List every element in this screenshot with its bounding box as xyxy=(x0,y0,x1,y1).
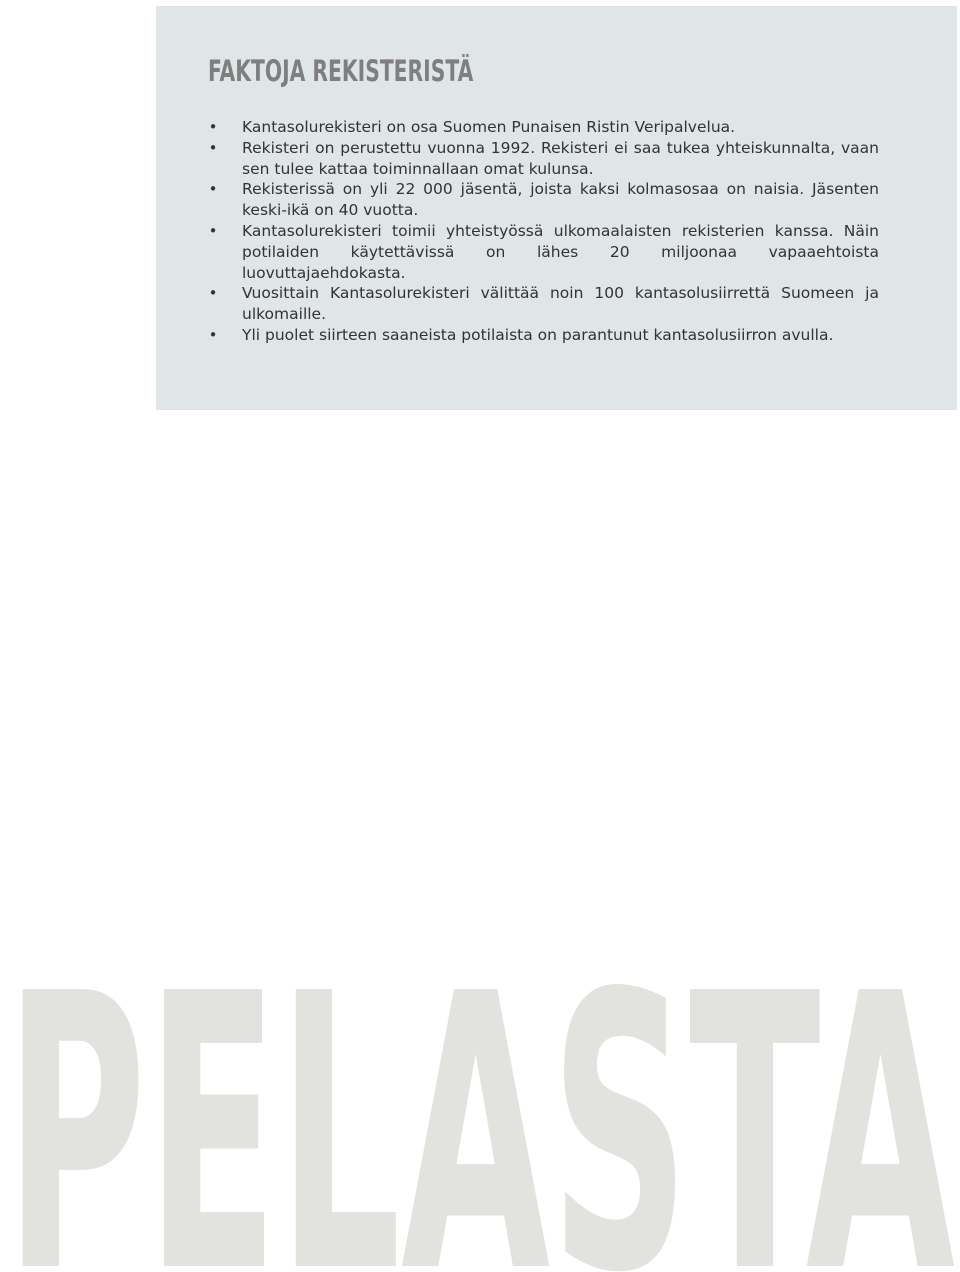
facts-list xyxy=(208,117,879,346)
fact-item xyxy=(208,138,879,180)
fact-item xyxy=(208,283,879,325)
fact-text: Yli puolet siirteen saaneista potilaista on parantunut kantasolusiirron avulla. xyxy=(242,325,834,344)
fact-text: Rekisterissä on yli 22 000 jäsentä, joista kaksi kolmasosaa on naisia. Jäsenten keski-ikä on 40 vuotta. xyxy=(242,180,879,220)
facts-title: FAKTOJA REKISTERISTÄ xyxy=(208,54,474,88)
fact-item xyxy=(208,325,879,346)
bullet-icon: • xyxy=(208,138,218,157)
bullet-icon: • xyxy=(208,325,218,344)
wordmark-text: PELASTA xyxy=(5,964,957,1272)
fact-item xyxy=(208,117,879,138)
pelasta-wordmark xyxy=(0,964,960,1272)
bullet-icon: • xyxy=(208,180,218,199)
bullet-icon: • xyxy=(208,284,218,303)
fact-item xyxy=(208,179,879,221)
bullet-icon: • xyxy=(208,118,218,136)
fact-text: Kantasolurekisteri on osa Suomen Punaisen Ristin Veripalvelua. xyxy=(242,118,736,136)
fact-text: Rekisteri on perustettu vuonna 1992. Rekisteri ei saa tukea yhteiskunnalta, vaan sen tulee kattaa toiminnallaan omat kulunsa. xyxy=(242,138,879,178)
facts-panel xyxy=(156,6,957,410)
wordmark-graphic xyxy=(0,964,960,1272)
fact-text: Kantasolurekisteri toimii yhteistyössä ulkomaalaisten rekisterien kanssa. Näin potilaiden käytettävissä on lähes 20 miljoonaa vapaaehtoista luovuttajaehdokasta. xyxy=(242,221,879,282)
fact-text: Vuosittain Kantasolurekisteri välittää noin 100 kantasolusiirrettä Suomeen ja ulkomaille. xyxy=(242,284,879,324)
fact-item xyxy=(208,221,879,283)
bullet-icon: • xyxy=(208,221,218,240)
